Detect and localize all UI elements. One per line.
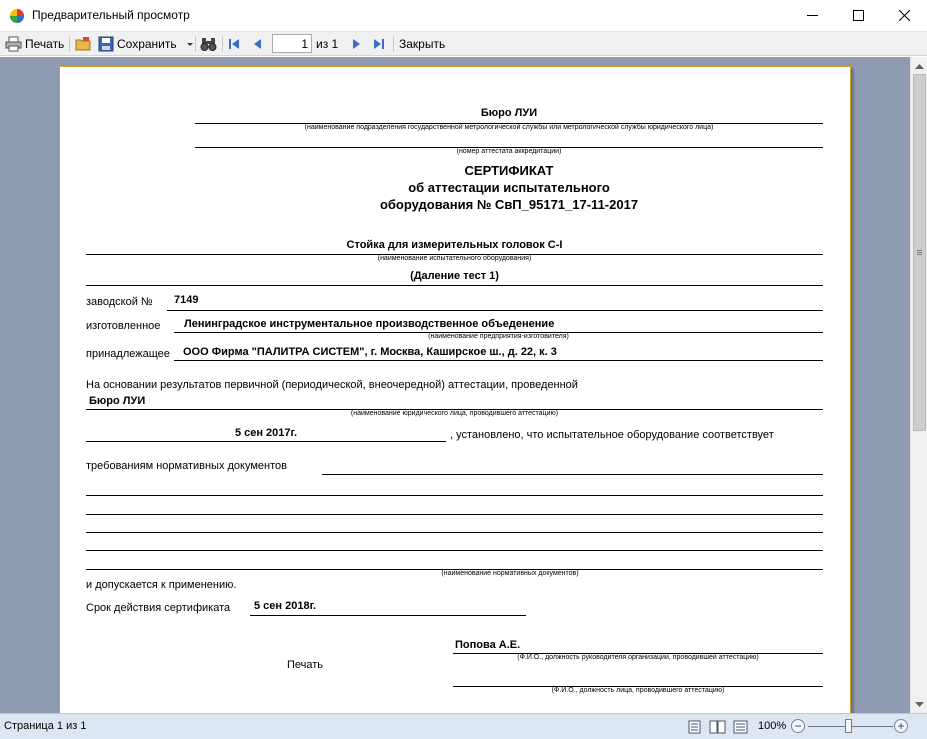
status-bar	[0, 713, 927, 739]
serial-underline	[167, 310, 823, 311]
zoom-out-button[interactable]: −	[791, 719, 805, 733]
org-caption: (наименование подразделения государственной метрологической службы или метрологической службы юридического лица)	[304, 124, 714, 131]
title-bar	[0, 0, 927, 32]
owner-underline	[174, 360, 823, 361]
scroll-up-button[interactable]	[911, 57, 927, 74]
manufacturer-label: изготовленное	[86, 320, 161, 332]
basis-caption: (наименование юридического лица, проводившего аттестацию)	[350, 410, 559, 417]
minimize-button[interactable]	[789, 0, 835, 31]
requirements-line	[86, 550, 823, 551]
thumb-grip	[917, 250, 922, 251]
basis-text: На основании результатов первичной (периодической, внеочередной) аттестации, проведенной	[86, 379, 578, 391]
established-text: , установлено, что испытательное оборудование соответствует	[450, 429, 774, 441]
toolbar	[0, 32, 927, 56]
app-logo-icon	[9, 8, 25, 24]
scroll-down-arrow-icon	[915, 702, 924, 708]
zoom-in-button[interactable]: +	[894, 719, 908, 733]
first-page-icon	[226, 36, 242, 52]
head-caption: (Ф.И.О., должность руководителя организации, проводившей аттестацию)	[517, 654, 759, 661]
date-underline	[86, 441, 446, 442]
open-folder-icon	[75, 36, 92, 52]
print-button[interactable]	[5, 34, 64, 54]
toolbar-separator	[222, 36, 223, 52]
dropdown-arrow-icon	[184, 36, 196, 52]
printer-icon	[5, 36, 22, 52]
serial-label: заводской №	[86, 296, 153, 308]
head-name: Попова А.Е.	[455, 639, 521, 651]
print-label: Печать	[25, 37, 65, 51]
thumb-grip	[917, 252, 922, 253]
zoom-level: 100%	[758, 720, 787, 732]
two-page-view-icon[interactable]	[709, 720, 726, 734]
document-page	[59, 66, 851, 713]
previous-page-icon	[250, 36, 266, 52]
close-preview-button[interactable]	[399, 34, 445, 54]
accreditation-caption: (номер аттестата аккредитации)	[456, 148, 562, 155]
owner-value: ООО Фирма "ПАЛИТРА СИСТЕМ", г. Москва, Каширское ш., д. 22, к. 3	[183, 346, 557, 358]
close-icon	[899, 10, 910, 21]
validity-label: Срок действия сертификата	[86, 602, 231, 614]
toolbar-separator	[393, 36, 394, 52]
save-label: Сохранить	[117, 37, 177, 51]
save-button[interactable]	[98, 34, 196, 54]
close-label: Закрыть	[399, 37, 446, 51]
page-number-input[interactable]	[272, 34, 312, 53]
equipment-name: Стойка для измерительных головок С-I	[346, 239, 563, 251]
stamp-label: Печать	[287, 659, 324, 671]
certificate-title: СЕРТИФИКАТ	[464, 163, 554, 178]
page-count	[316, 34, 338, 54]
admitted-text: и допускается к применению.	[86, 579, 237, 591]
first-page-button[interactable]	[226, 34, 242, 54]
window-title: Предварительный просмотр	[32, 8, 190, 22]
next-page-button[interactable]	[348, 34, 364, 54]
scroll-thumb[interactable]	[913, 74, 926, 431]
requirements-line	[86, 532, 823, 533]
requirements-line	[86, 495, 823, 496]
scroll-down-button[interactable]	[911, 696, 927, 713]
validity-underline	[250, 615, 526, 616]
next-page-icon	[348, 36, 364, 52]
page-info: Страница 1 из 1	[4, 720, 87, 732]
zoom-slider-thumb[interactable]	[845, 719, 852, 733]
find-button[interactable]	[200, 34, 217, 54]
minimize-icon	[807, 10, 818, 21]
page-of-label: из 1	[316, 37, 339, 51]
requirements-label: требованиям нормативных документов	[86, 460, 287, 472]
requirements-line	[86, 514, 823, 515]
binoculars-icon	[200, 36, 217, 52]
toolbar-separator	[69, 36, 70, 52]
close-window-button[interactable]	[881, 0, 927, 31]
manufacturer-caption: (наименование предприятия-изготовителя)	[428, 333, 569, 340]
last-page-icon	[371, 36, 387, 52]
manufacturer-value: Ленинградское инструментальное производственное объеденение	[184, 318, 555, 330]
org-name: Бюро ЛУИ	[480, 107, 538, 119]
certificate-number: оборудования № СвП_95171_17-11-2017	[379, 197, 639, 212]
previous-page-button[interactable]	[250, 34, 266, 54]
multi-page-view-icon[interactable]	[733, 720, 748, 734]
thumb-grip	[917, 254, 922, 255]
attestation-date: 5 сен 2017г.	[234, 427, 298, 439]
person-caption: (Ф.И.О., должность лица, проводившего аттестацию)	[551, 687, 725, 694]
requirements-caption: (наименование нормативных документов)	[441, 570, 579, 577]
maximize-icon	[853, 10, 864, 21]
last-page-button[interactable]	[371, 34, 387, 54]
open-button[interactable]	[75, 34, 92, 54]
save-disk-icon	[98, 36, 114, 52]
toolbar-separator	[195, 36, 196, 52]
vertical-scrollbar[interactable]	[910, 57, 927, 713]
single-page-view-icon[interactable]	[687, 720, 702, 734]
certificate-subtitle: об аттестации испытательного	[408, 180, 610, 195]
equipment-sub-underline	[86, 285, 823, 286]
validity-value: 5 сен 2018г.	[254, 600, 317, 612]
equipment-caption: (наименование испытательного оборудования)	[377, 255, 532, 262]
maximize-button[interactable]	[835, 0, 881, 31]
preview-viewport	[0, 57, 910, 713]
owner-label: принадлежащее	[86, 348, 170, 360]
scroll-up-arrow-icon	[915, 63, 924, 69]
equipment-subtitle: (Даление тест 1)	[410, 270, 499, 282]
requirements-underline	[322, 474, 823, 475]
serial-value: 7149	[174, 294, 199, 306]
basis-org: Бюро ЛУИ	[89, 395, 146, 407]
